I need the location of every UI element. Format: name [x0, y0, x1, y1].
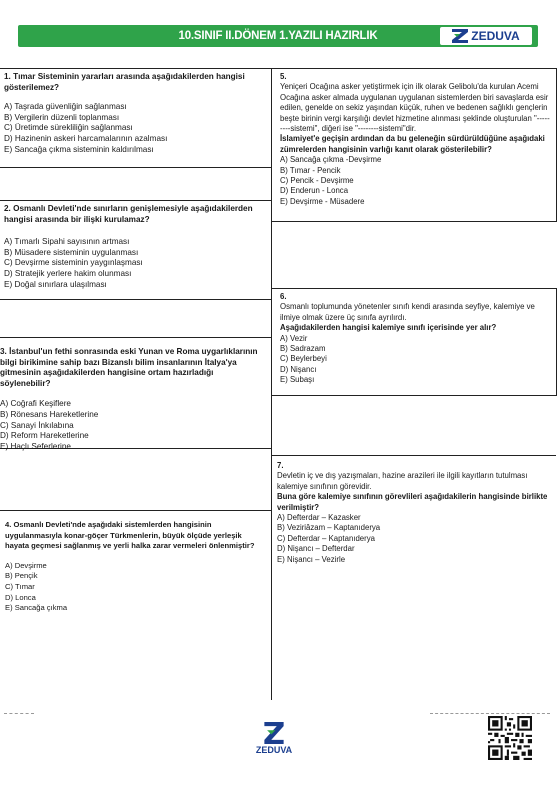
question-5-number: 5.: [280, 72, 287, 81]
footer-logo: [252, 722, 296, 755]
question-5-option-d[interactable]: D) Enderun - Lonca: [280, 186, 349, 196]
question-2-option-d[interactable]: D) Stratejik yerlere hakim olunması: [4, 268, 132, 278]
question-7: [277, 461, 553, 565]
question-3-option-b[interactable]: B) Rönesans Hareketlerine: [0, 409, 99, 419]
question-6-option-b[interactable]: B) Sadrazam: [280, 344, 326, 354]
question-4-option-b[interactable]: B) Pençik: [5, 571, 38, 581]
question-6-option-c[interactable]: C) Beylerbeyi: [280, 354, 327, 364]
question-5-option-b[interactable]: B) Tımar - Pencik: [280, 165, 341, 175]
question-2-option-b[interactable]: B) Müsadere sisteminin uygulanması: [4, 247, 139, 257]
question-1-option-d[interactable]: D) Hazinenin askeri harcamalarının azalması: [4, 133, 168, 143]
page-title: 10.SINIF II.DÖNEM 1.YAZILI HAZIRLIK: [178, 30, 378, 42]
zeduva-logo-icon: [452, 29, 468, 43]
question-6: [280, 292, 552, 386]
footer-rule-right: [430, 713, 550, 714]
page-header: [18, 25, 538, 47]
footer-brand-name: ZEDUVA: [255, 745, 293, 755]
question-3-stem: 3. İstanbul'un fethi sonrasında eski Yunan ve Roma uygarlıklarının bilgi birikimine sahip bazı Bizanslı bilim insanlarının İtalya'ya gitmesinin aşağıdakilerden hangisine ortam hazırladığı söylenebilir?: [0, 347, 258, 388]
question-3-option-e[interactable]: E) Haçlı Seferlerine: [0, 441, 71, 451]
question-3-option-a[interactable]: A) Coğrafi Keşiflere: [0, 399, 71, 409]
question-7-intro: Devletin iç ve dış yazışmaları, hazine arazileri ile ilgili kayıtların tutulması kalemiye sınıfının görevidir.: [277, 471, 528, 491]
question-3-option-d[interactable]: D) Reform Hareketlerine: [0, 431, 89, 441]
question-5-option-e[interactable]: E) Devşirme - Müsadere: [280, 196, 365, 206]
question-6-option-e[interactable]: E) Subaşı: [280, 375, 315, 385]
question-7-option-b[interactable]: B) Veziriâzam – Kaptanıderya: [277, 523, 381, 533]
question-2-stem: 2. Osmanlı Devleti'nde sınırların genişlemesiyle aşağıdakilerden hangisi arasında bir ilişki kurulamaz?: [4, 204, 253, 224]
question-6-option-a[interactable]: A) Vezir: [280, 333, 308, 343]
question-2-option-c[interactable]: C) Devşirme sisteminin yaygınlaşması: [4, 258, 143, 268]
question-5: [280, 72, 552, 207]
question-4-option-e[interactable]: E) Sancağa çıkma: [5, 603, 68, 613]
question-1-stem: 1. Tımar Sisteminin yararları arasında aşağıdakilerden hangisi gösterilemez?: [4, 72, 245, 92]
question-7-option-d[interactable]: D) Nişancı – Defterdar: [277, 544, 355, 554]
brand-name: ZEDUVA: [471, 29, 520, 43]
question-5-intro: Yeniçeri Ocağına asker yetiştirmek için ilk olarak Gelibolu'da kurulan Acemi Ocağına asker almada uygulanan uygulanan sistemlerden biri savaşlarda esir edilen, genelde on sekiz yaşından küçük, ruhen ve bedenen sağlıklı gençlerin beşte birinin vergi karşılığı devlet hizmetine alınması şeklinde oluşturulan "---------sistemi", diğeri ise "--------sistemi"dir.: [280, 82, 550, 134]
question-4-option-d[interactable]: D) Lonca: [5, 592, 36, 602]
question-7-option-e[interactable]: E) Nişancı – Vezirle: [277, 554, 346, 564]
question-7-number: 7.: [277, 461, 284, 470]
question-1-option-b[interactable]: B) Vergilerin düzenli toplanması: [4, 112, 120, 122]
question-1-option-c[interactable]: C) Üretimde sürekliliğin sağlanması: [4, 123, 133, 133]
footer-rule-left: [4, 713, 34, 714]
question-2: [4, 204, 266, 290]
question-7-option-c[interactable]: C) Defterdar – Kaptanıderya: [277, 533, 375, 543]
question-2-option-e[interactable]: E) Doğal sınırlara ulaşılması: [4, 279, 107, 289]
question-5-stem: İslamiyet'e geçişin ardından da bu geleneğin sürdürüldüğüne aşağıdaki zümrelerden hangisinin varlığı kanıt olarak gösterilebilir?: [280, 134, 545, 154]
question-7-option-a[interactable]: A) Defterdar – Kazasker: [277, 513, 361, 523]
zeduva-footer-logo-icon: [263, 722, 285, 744]
question-3: [0, 347, 266, 452]
question-3-option-c[interactable]: C) Sanayi İnkılabına: [0, 420, 74, 430]
qr-code-icon[interactable]: [488, 716, 532, 760]
question-4-option-c[interactable]: C) Tımar: [5, 581, 35, 591]
question-5-option-c[interactable]: C) Pencik - Devşirme: [280, 176, 354, 186]
question-6-option-d[interactable]: D) Nişancı: [280, 364, 317, 374]
question-4-stem: 4. Osmanlı Devleti'nde aşağıdaki sistemlerden hangisinin uygulanmasıyla konar-göçer Türkmenlerin, büyük ölçüde yerleşik hayata geçmesi sağlanmış ve yerli halka zarar vermeleri önlenmiştir?: [5, 520, 255, 551]
question-6-intro: Osmanlı toplumunda yönetenler sınıfı kendi arasında seyfiye, kalemiye ve ilmiye olmak üzere üç sınıfa ayrılırdı.: [280, 302, 535, 322]
brand-logo: [440, 27, 532, 45]
question-4-option-a[interactable]: A) Devşirme: [5, 560, 47, 570]
question-1-option-a[interactable]: A) Taşrada güvenliğin sağlanması: [4, 102, 127, 112]
question-4: [5, 520, 267, 614]
question-5-option-a[interactable]: A) Sancağa çıkma -Devşirme: [280, 155, 382, 165]
question-1-option-e[interactable]: E) Sancağa çıkma sisteminin kaldırılması: [4, 144, 154, 154]
question-1: [4, 72, 266, 155]
question-6-number: 6.: [280, 292, 287, 301]
question-6-stem: Aşağıdakilerden hangisi kalemiye sınıfı içerisinde yer alır?: [280, 323, 497, 333]
question-7-stem: Buna göre kalemiye sınıfının görevlileri aşağıdakilerin hangisinde birlikte verilmiştir?: [277, 492, 548, 512]
question-2-option-a[interactable]: A) Tımarlı Sipahi sayısının artması: [4, 237, 130, 247]
